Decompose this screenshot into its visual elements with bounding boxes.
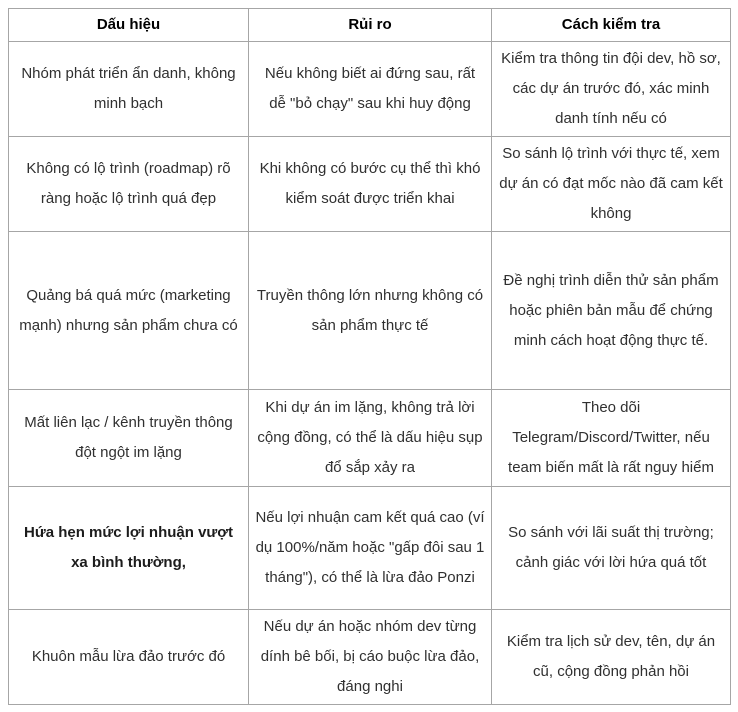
cell-risk: Truyền thông lớn nhưng không có sản phẩm thực tế (249, 232, 492, 390)
table-row (9, 487, 731, 610)
table-row (9, 390, 731, 487)
table-row (9, 137, 731, 232)
table-row (9, 232, 731, 390)
cell-check: Theo dõi Telegram/Discord/Twitter, nếu team biến mất là rất nguy hiểm (492, 390, 731, 487)
cell-check: Kiểm tra thông tin đội dev, hồ sơ, các dự án trước đó, xác minh danh tính nếu có (492, 42, 731, 137)
scam-signs-table (8, 8, 731, 705)
table-row (9, 610, 731, 705)
cell-sign: Hứa hẹn mức lợi nhuận vượt xa bình thường, (9, 487, 249, 610)
cell-risk: Nếu không biết ai đứng sau, rất dễ "bỏ chạy" sau khi huy động (249, 42, 492, 137)
cell-risk: Khi dự án im lặng, không trả lời cộng đồng, có thể là dấu hiệu sụp đổ sắp xảy ra (249, 390, 492, 487)
cell-sign: Mất liên lạc / kênh truyền thông đột ngột im lặng (9, 390, 249, 487)
cell-risk: Nếu dự án hoặc nhóm dev từng dính bê bối, bị cáo buộc lừa đảo, đáng nghi (249, 610, 492, 705)
cell-check: So sánh lộ trình với thực tế, xem dự án có đạt mốc nào đã cam kết không (492, 137, 731, 232)
cell-check: Kiểm tra lịch sử dev, tên, dự án cũ, cộng đồng phản hồi (492, 610, 731, 705)
header-cell-sign: Dấu hiệu (9, 9, 249, 42)
cell-sign: Quảng bá quá mức (marketing mạnh) nhưng sản phẩm chưa có (9, 232, 249, 390)
cell-risk: Nếu lợi nhuận cam kết quá cao (ví dụ 100%/năm hoặc "gấp đôi sau 1 tháng"), có thể là lừa đảo Ponzi (249, 487, 492, 610)
table-row (9, 42, 731, 137)
header-cell-check: Cách kiểm tra (492, 9, 731, 42)
header-cell-risk: Rủi ro (249, 9, 492, 42)
cell-check: Đề nghị trình diễn thử sản phẩm hoặc phiên bản mẫu để chứng minh cách hoạt động thực tế. (492, 232, 731, 390)
cell-check: So sánh với lãi suất thị trường; cảnh giác với lời hứa quá tốt (492, 487, 731, 610)
table-header-row (9, 9, 731, 42)
cell-risk: Khi không có bước cụ thể thì khó kiểm soát được triển khai (249, 137, 492, 232)
cell-sign: Không có lộ trình (roadmap) rõ ràng hoặc lộ trình quá đẹp (9, 137, 249, 232)
cell-sign: Khuôn mẫu lừa đảo trước đó (9, 610, 249, 705)
cell-sign: Nhóm phát triển ẩn danh, không minh bạch (9, 42, 249, 137)
